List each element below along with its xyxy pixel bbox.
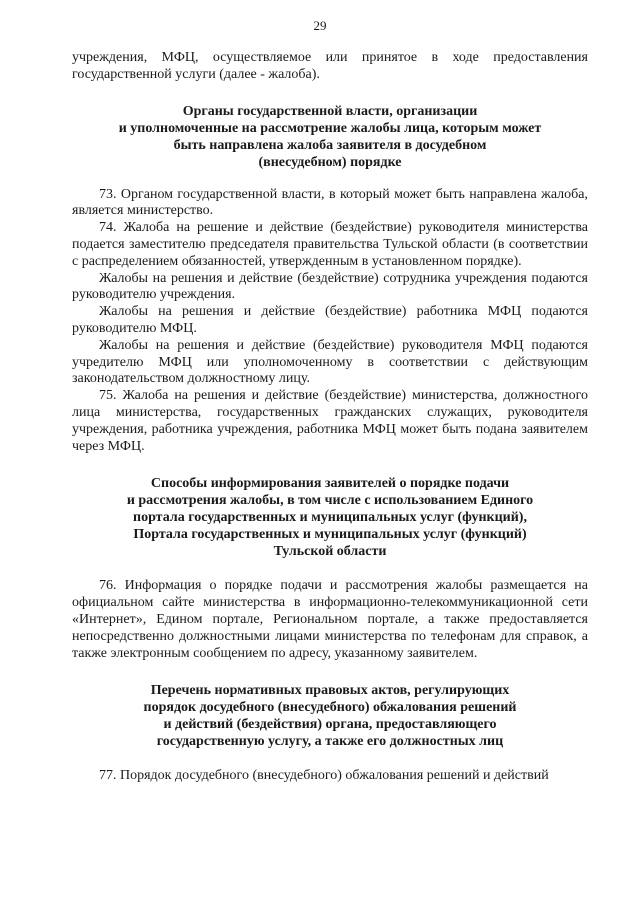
heading-line: Тульской области	[273, 544, 387, 560]
paragraph-74: 74. Жалоба на решение и действие (бездействие) руководителя министерства подается заместителю председателя правительства Тульской области (в соответствии с распределением обязанностей, утвержденным в установленном порядке).	[72, 220, 588, 269]
document-body	[72, 50, 588, 785]
heading-line: Способы информирования заявителей о порядке подачи	[150, 476, 510, 492]
section-heading-informing-methods	[72, 475, 588, 560]
section-heading-appeal-bodies	[72, 103, 588, 171]
paragraph-73: 73. Органом государственной власти, в который может быть направлена жалоба, является министерство.	[72, 186, 588, 219]
heading-line: портала государственных и муниципальных услуг (функций),	[133, 510, 527, 526]
heading-line: Перечень нормативных правовых актов, регулирующих	[150, 683, 510, 699]
paragraph-continuation: учреждения, МФЦ, осуществляемое или принятое в ходе предоставления государственной услуги (далее - жалоба).	[72, 50, 588, 82]
paragraph-77: 77. Порядок досудебного (внесудебного) обжалования решений и действий	[99, 768, 549, 784]
paragraph-74-mfc-head: Жалобы на решения и действие (бездействие) руководителя МФЦ подаются учредителю МФЦ или уполномоченному в соответствии с действующим законодательством должностному лицу.	[72, 337, 588, 387]
section-heading-legal-acts	[72, 682, 588, 750]
paragraph-75: 75. Жалоба на решения и действие (бездействие) министерства, должностного лица министерства, государственных гражданских служащих, руководителя учреждения, работника учреждения, работника МФЦ может быть подана заявителем через МФЦ.	[72, 388, 588, 454]
heading-line: и уполномоченные на рассмотрение жалобы лица, которым может	[118, 120, 542, 136]
page-number: 29	[313, 18, 327, 33]
heading-line: (внесудебном) порядке	[258, 154, 402, 170]
paragraph-74-staff: Жалобы на решения и действие (бездействие) сотрудника учреждения подаются руководителю учреждения.	[72, 270, 588, 303]
paragraph-76: 76. Информация о порядке подачи и рассмотрения жалобы размещается на официальном сайте министерства в информационно-телекоммуникационной сети «Интернет», Едином портале, Региональном портале, а также предоставляется непосредственно должностными лицами министерства по телефонам для справок, а также электронным сообщением по адресу, указанному заявителем.	[72, 578, 588, 661]
heading-line: государственную услугу, а также его должностных лиц	[156, 734, 504, 750]
heading-line: и рассмотрения жалобы, в том числе с использованием Единого	[126, 493, 534, 509]
heading-line: быть направлена жалоба заявителя в досудебном	[173, 137, 487, 153]
heading-line: Органы государственной власти, организации	[182, 103, 478, 119]
heading-line: порядок досудебного (внесудебного) обжалования решений	[143, 700, 517, 716]
heading-line: Портала государственных и муниципальных услуг (функций)	[133, 527, 527, 543]
heading-line: и действий (бездействия) органа, предоставляющего	[163, 717, 497, 733]
paragraph-74-mfc-worker: Жалобы на решения и действие (бездействие) работника МФЦ подаются руководителю МФЦ.	[72, 304, 588, 336]
